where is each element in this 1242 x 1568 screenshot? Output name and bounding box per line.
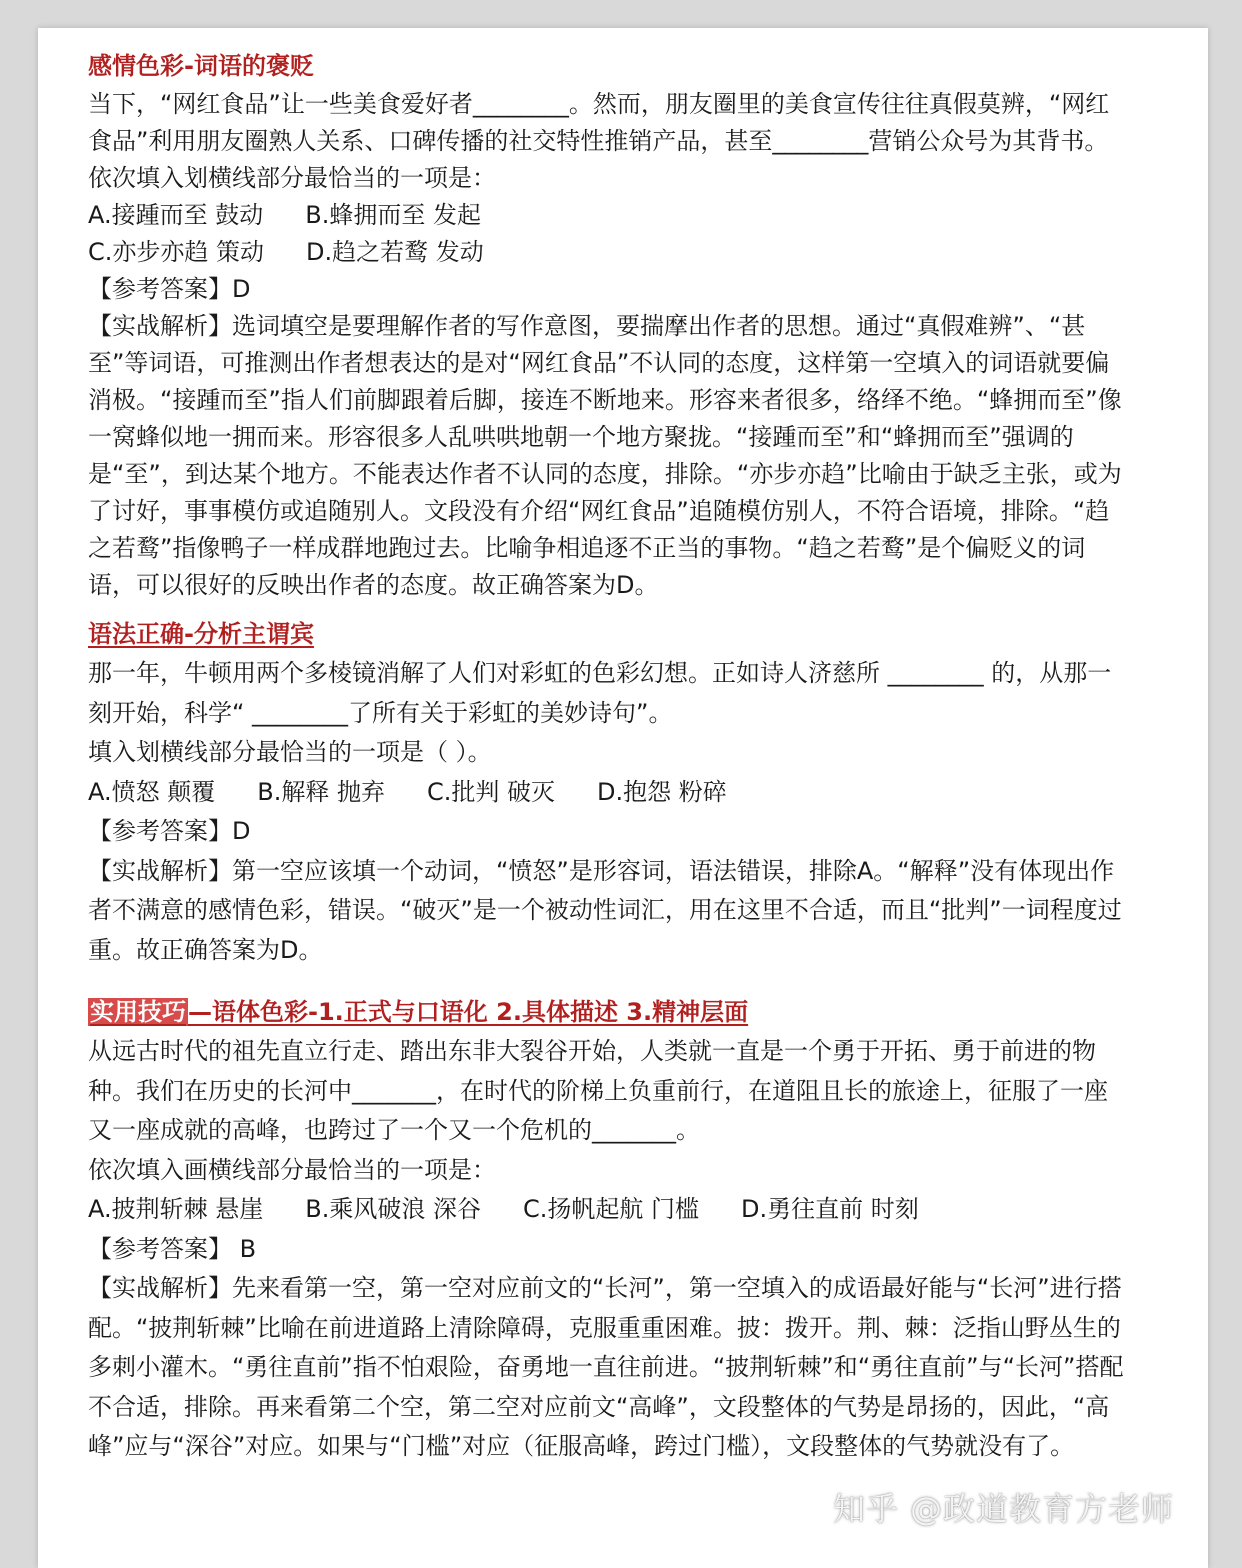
document-page	[38, 28, 1208, 1568]
options-row	[88, 1190, 1128, 1230]
option-a: A.接踵而至 鼓动	[88, 201, 264, 229]
heading-rest: —语体色彩-1.正式与口语化 2.具体描述 3.精神层面	[188, 998, 749, 1026]
question-text: 那一年，牛顿用两个多棱镜消解了人们对彩虹的色彩幻想。正如诗人济慈所 ________ 的，从那一刻开始，科学“ ________了所有关于彩虹的美妙诗句”。	[88, 659, 1112, 727]
option-b: B.蜂拥而至 发起	[305, 201, 481, 229]
question-prompt: 依次填入画横线部分最恰当的一项是：	[88, 1155, 496, 1184]
section-heading: 感情色彩-词语的褒贬	[88, 52, 314, 80]
section-emotional-color	[88, 50, 1128, 604]
section-grammar	[88, 618, 1128, 970]
question-text: 当下，“网红食品”让一些美食爱好者________。然而，朋友圈里的美食宣传往往真假莫辨，“网红食品”利用朋友圈熟人关系、口碑传播的社交特性推销产品，甚至________营销公众号为其背书。依次填入划横线部分最恰当的一项是：	[88, 90, 1110, 192]
option-c: C.亦步亦趋 策动	[88, 238, 265, 266]
question-prompt: 填入划横线部分最恰当的一项是（ ）。	[88, 738, 492, 766]
analysis-text: 【实战解析】第一空应该填一个动词，“愤怒”是形容词，语法错误，排除A。“解释”没有体现出作者不满意的感情色彩，错误。“破灭”是一个被动性词汇，用在这里不合适，而且“批判”一词程度过重。故正确答案为D。	[88, 856, 1122, 964]
reference-answer: 【参考答案】D	[88, 817, 251, 845]
option-c: C.批判 破灭	[427, 777, 556, 806]
document-content	[88, 50, 1128, 1467]
options-row	[88, 234, 1128, 271]
option-a: A.披荆斩棘 悬崖	[88, 1195, 264, 1223]
section-heading: 语法正确-分析主谓宾	[88, 620, 314, 648]
options-row	[88, 197, 1128, 234]
section-register	[88, 996, 1128, 1467]
reference-answer: 【参考答案】 B	[88, 1234, 257, 1263]
option-b: B.乘风破浪 深谷	[305, 1195, 481, 1223]
option-b: B.解释 抛弃	[257, 777, 385, 806]
option-d: D.趋之若鹜 发动	[306, 238, 484, 266]
reference-answer: 【参考答案】D	[88, 275, 251, 303]
section-heading	[88, 996, 1128, 1028]
option-d: D.抱怨 粉碎	[597, 777, 727, 806]
heading-highlight: 实用技巧	[90, 998, 186, 1026]
question-text: 从远古时代的祖先直立行走、踏出东非大裂谷开始，人类就一直是一个勇于开拓、勇于前进的物种。我们在历史的长河中_______，在时代的阶梯上负重前行，在道阻且长的旅途上，征服了一座又一座成就的高峰，也跨过了一个又一个危机的_______。	[88, 1037, 1108, 1144]
option-a: A.愤怒 颠覆	[88, 777, 216, 806]
analysis-text: 【实战解析】先来看第一空，第一空对应前文的“长河”，第一空填入的成语最好能与“长河”进行搭配。“披荆斩棘”比喻在前进道路上清除障碍，克服重重困难。披：拨开。荆、棘：泛指山野丛生的多刺小灌木。“勇往直前”指不怕艰险，奋勇地一直往前进。“披荆斩棘”和“勇往直前”与“长河”搭配不合适，排除。再来看第二个空，第二空对应前文“高峰”，文段整体的气势是昂扬的，因此，“高峰”应与“深谷”对应。如果与“门槛”对应（征服高峰，跨过门槛），文段整体的气势就没有了。	[88, 1274, 1124, 1460]
option-d: D.勇往直前 时刻	[741, 1195, 919, 1223]
watermark: 知乎 @政道教育方老师	[832, 1490, 1174, 1528]
options-row	[88, 773, 1128, 813]
option-c: C.扬帆起航 门槛	[523, 1195, 700, 1223]
analysis-text: 【实战解析】选词填空是要理解作者的写作意图，要揣摩出作者的思想。通过“真假难辨”、“甚至”等词语，可推测出作者想表达的是对“网红食品”不认同的态度，这样第一空填入的词语就要偏消极。“接踵而至”指人们前脚跟着后脚，接连不断地来。形容来者很多，络绎不绝。“蜂拥而至”像一窝蜂似地一拥而来。形容很多人乱哄哄地朝一个地方聚拢。“接踵而至”和“蜂拥而至”强调的是“至”，到达某个地方。不能表达作者不认同的态度，排除。“亦步亦趋”比喻由于缺乏主张，或为了讨好，事事模仿或追随别人。文段没有介绍“网红食品”追随模仿别人，不符合语境，排除。“趋之若鹜”指像鸭子一样成群地跑过去。比喻争相追逐不正当的事物。“趋之若鹜”是个偏贬义的词语，可以很好的反映出作者的态度。故正确答案为D。	[88, 312, 1122, 599]
